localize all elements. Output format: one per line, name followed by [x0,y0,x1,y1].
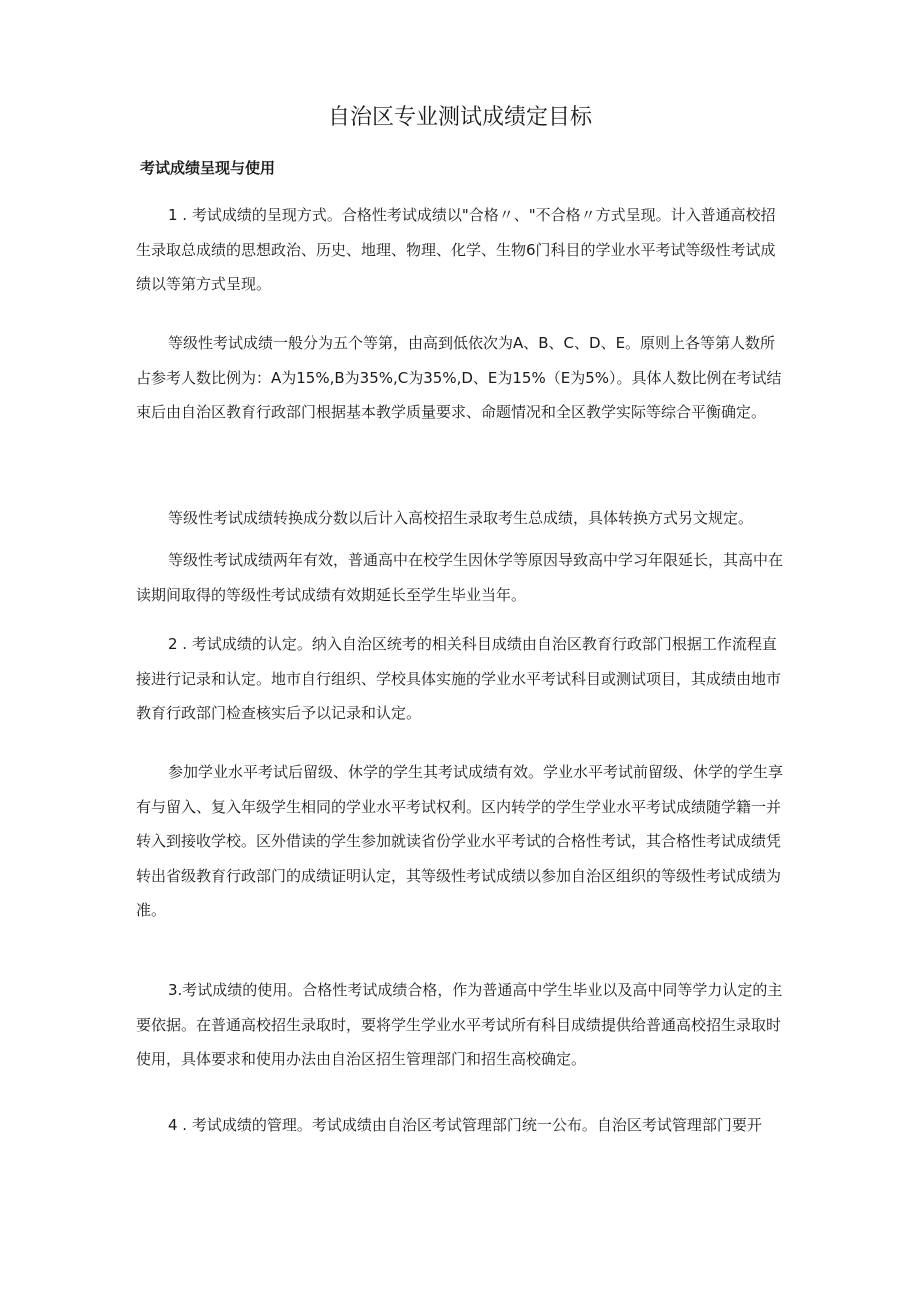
paragraph-score-recognition: 2 . 考试成绩的认定。纳入自治区统考的相关科目成绩由自治区教育行政部门根据工作流程直接进行记录和认定。地市自行组织、学校具体实施的学业水平考试科目或测试项目，其成绩由地市教育行政部门检查核实后予以记录和认定。 [136,635,782,722]
paragraph-score-presentation: 1 . 考试成绩的呈现方式。合格性考试成绩以"合格〃、"不合格〃方式呈现。计入普通高校招生录取总成绩的思想政治、历史、地理、物理、化学、生物6门科目的学业水平考试等级性考试成绩以等第方式呈现。 [136,206,776,293]
paragraph-score-management: 4 . 考试成绩的管理。考试成绩由自治区考试管理部门统一公布。自治区考试管理部门要开 [168,1116,762,1134]
paragraph-grade-levels: 等级性考试成绩一般分为五个等第，由高到低依次为A、B、C、D、E。原则上各等第人数所占参考人数比例为：A为15%,B为35%,C为35%,D、E为15%（E为5%）。具体人数比例在考试结束后由自治区教育行政部门根据基本教学质量要求、命题情况和全区教学实际等综合平衡确定。 [136,334,782,421]
paragraph-repeat-suspension: 参加学业水平考试后留级、休学的学生其考试成绩有效。学业水平考试前留级、休学的学生享有与留入、复入年级学生相同的学业水平考试权利。区内转学的学生学业水平考试成绩随学籍一并转入到接收学校。区外借读的学生参加就读省份学业水平考试的合格性考试，其合格性考试成绩凭转出省级教育行政部门的成绩证明认定，其等级性考试成绩以参加自治区组织的等级性考试成绩为准。 [136,763,784,919]
section-heading: 考试成绩呈现与使用 [140,159,276,177]
paragraph-score-conversion: 等级性考试成绩转换成分数以后计入高校招生录取考生总成绩，具体转换方式另文规定。 [168,509,754,527]
paragraph-score-validity: 等级性考试成绩两年有效，普通高中在校学生因休学等原因导致高中学习年限延长，其高中在读期间取得的等级性考试成绩有效期延长至学生毕业当年。 [136,551,784,604]
document-title: 自治区专业测试成绩定目标 [327,105,592,130]
paragraph-score-usage: 3.考试成绩的使用。合格性考试成绩合格，作为普通高中学生毕业以及高中同等学力认定的主要依据。在普通高校招生录取时，要将学生学业水平考试所有科目成绩提供给普通高校招生录取时使用，具体要求和使用办法由自治区招生管理部门和招生高校确定。 [136,981,783,1068]
